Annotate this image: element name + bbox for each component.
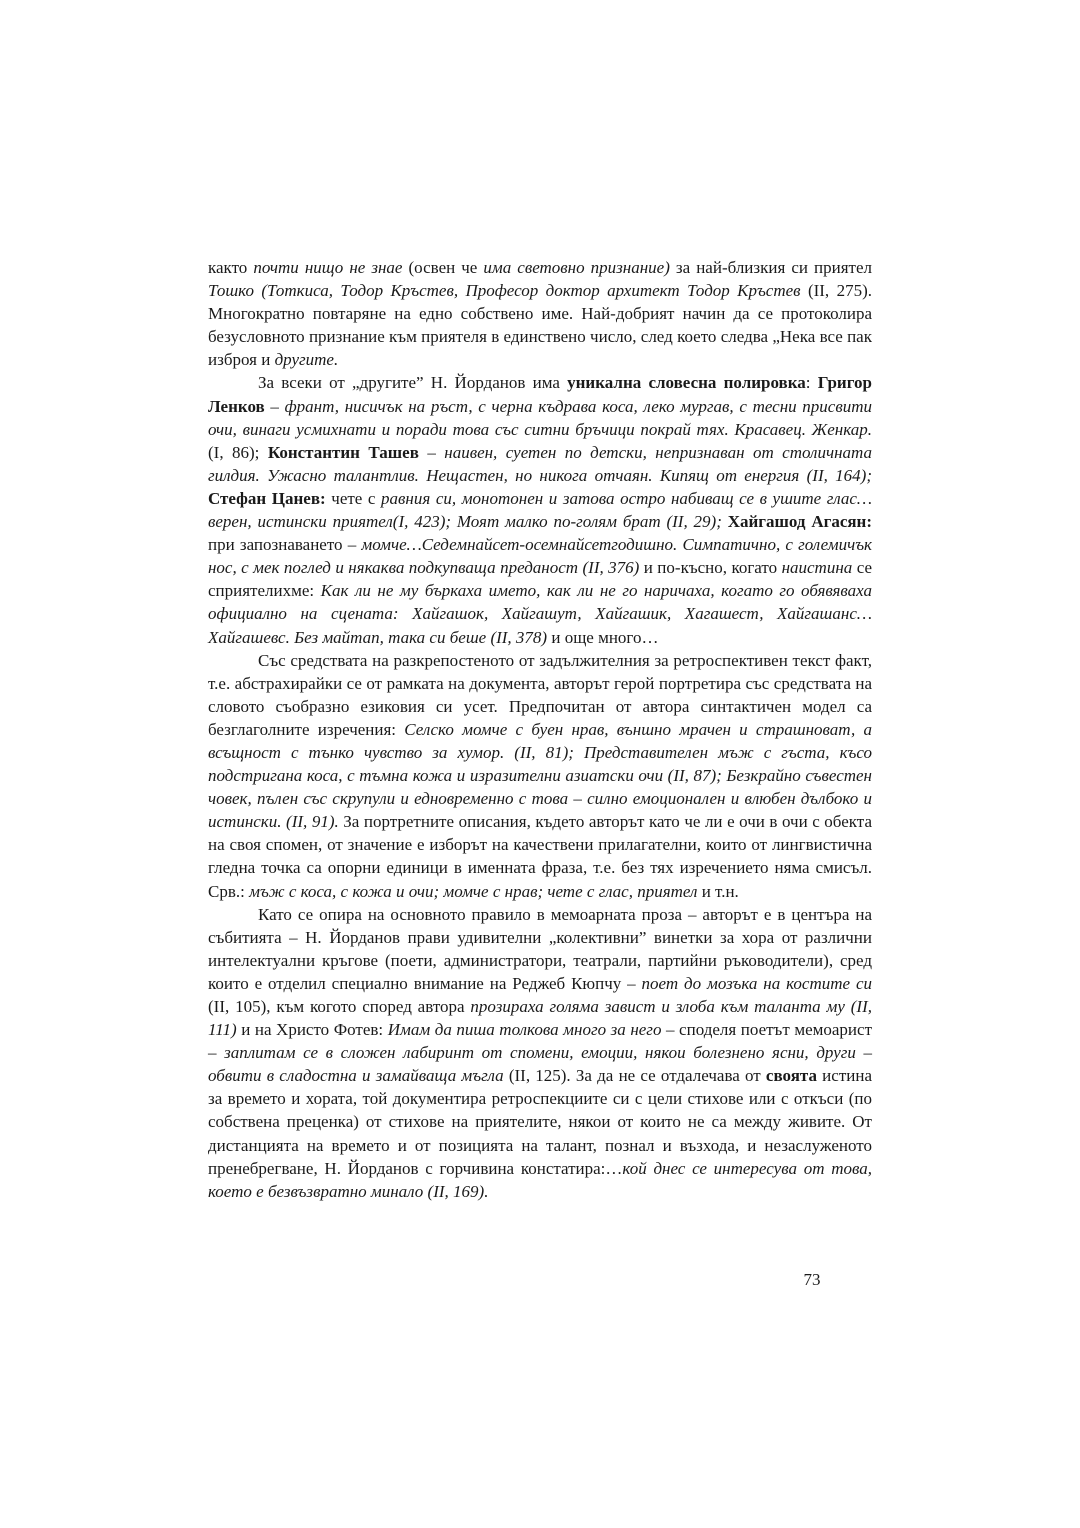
text-run: (II, 275). Многократно повтаряне на едно собствено име. Най-добрият начин да се протоколира безусловното признание към приятеля в единствено число, след което следва „Нека все пак изброя и	[208, 281, 872, 370]
italic-text-run: почти нищо не знае	[253, 258, 403, 277]
paragraph-3	[208, 649, 872, 903]
paragraph-2	[208, 371, 872, 648]
text-run: и още много…	[547, 627, 659, 647]
text-run: (I, 86);	[208, 442, 268, 462]
italic-text-run: заплитам се в сложен лабиринт от спомени, емоции, някои болезнено ясни, други – обвити в сладостна и замайваща мъгла	[208, 1043, 873, 1086]
text-run: (II, 105), към когото според автора	[208, 997, 471, 1016]
text-run: –	[418, 442, 445, 462]
bold-text-run: Григор Ленков	[208, 373, 872, 416]
italic-text-run: наистина	[781, 558, 853, 578]
italic-text-run: прозираха голяма завист и злоба към таланта му (II, 111)	[208, 997, 872, 1040]
italic-text-run: наивен, суетен по детски, непризнаван от столичната гилдия. Ужасно талантлив. Нещастен, но никога отчаян. Кипящ от енергия (II, 164);	[208, 442, 872, 485]
text-run: за най-близкия си приятел	[669, 258, 872, 277]
text-run: и по-късно, когато	[639, 558, 782, 578]
text-run: и на Христо Фотев:	[236, 1020, 388, 1040]
text-run: За портретните описания, където авторът като че ли е очи в очи с обекта на своя спомен, от значение е изборът на качествени прилагателни, които от лингвистична гледна точка са опорни единици в именната фраза, т.е. без тях изречението няма смисъл. Срв.:	[208, 812, 872, 901]
text-run: истина за времето и хората, той документира ретроспекциите си с цели стихове или с откъси (по собствена преценка) от стихове на приятелите, някои от които не са между живите. От дистанцията на времето и от позицията на талант, познал и възхода, и незаслуженото пренебрегване, Н. Йорданов с горчивина констатира:…	[208, 1066, 872, 1178]
text-run: при запознаването –	[208, 535, 362, 555]
bold-text-run: уникална словесна полировка	[567, 373, 806, 393]
bold-text-run: Константин Ташев	[267, 442, 419, 462]
italic-text-run: другите.	[274, 350, 339, 370]
italic-text-run: франт, нисичък на ръст, с черна къдрава коса, леко мургав, с тесни присвити очи, винаги усмихнати и поради това със ситни бръчици покрай тях. Красавец. Женкар.	[208, 396, 873, 439]
text-run: – споделя поетът мемоарист –	[208, 1020, 872, 1063]
text-run: –	[264, 396, 285, 416]
text-run: се сприятелихме:	[208, 558, 872, 601]
italic-text-run: Имам да пиша толкова много за него	[387, 1020, 662, 1040]
paragraph-4	[208, 903, 872, 1203]
bold-text-run: Хайгашод Агасян:	[727, 512, 873, 532]
italic-text-run: има световно признание)	[483, 258, 670, 277]
italic-text-run: Как ли не му бъркаха името, как ли не го наричаха, когато го обявяваха официално на сцената: Хайгашок, Хайгашут, Хайгашик, Хагашест, Хайгашанс…Хайгашевс. Без майтап, така си беше (II, 378)	[208, 581, 872, 647]
bold-text-run: Стефан Цанев:	[208, 488, 326, 508]
page-number: 73	[803, 1270, 821, 1289]
text-run: както	[208, 258, 254, 277]
italic-text-run: кой днес се интересува от това, което е безвъзвратно минало (II, 169).	[208, 1158, 873, 1201]
text-run: Със средствата на разкрепостеното от задължителния за ретроспективен текст факт, т.е. абстрахирайки се от рамката на документа, авторът герой портретира със средствата на словото съобразно езиковия си усет. Предпочитан от автора синтактичен модел са безглаголните изречения:	[208, 650, 872, 739]
text-run: Като се опира на основното правило в мемоарната проза – авторът е в центъра на събитията – Н. Йорданов прави удивителни „колективни” винетки за хора от различни интелектуални кръгове (поети, администратори, театрали, партийни ръководители), сред които е отделил специално внимание на Реджеб Кюпчу –	[208, 904, 872, 993]
page-body-text	[208, 256, 872, 1203]
italic-text-run: поет до мозъка на костите си	[641, 973, 873, 993]
text-run: За всеки от „другите” Н. Йорданов има	[258, 373, 568, 393]
text-run: :	[805, 373, 818, 393]
text-run: (освен че	[402, 258, 484, 277]
bold-text-run: своята	[765, 1066, 817, 1086]
italic-text-run: Тошко (Тоткиса, Тодор Кръстев, Професор доктор архитект Тодор Кръстев	[208, 281, 801, 301]
text-run: и т.н.	[697, 881, 739, 901]
italic-text-run: равния си, монотонен и затова остро набиващ се в ушите глас…верен, истински приятел(I, 423); Моят малко по-голям брат (II, 29);	[208, 488, 872, 532]
italic-text-run: Селско момче с буен нрав, външно мрачен и страшноват, а всъщност с тънко чувство за хумор. (II, 81); Представителен мъж с гъста, късо подстригана коса, с тъмна кожа и изразителни азиатски очи (II, 87); Безкрайно съвестен човек, пълен със скрупули и едновременно с това – силно емоционален и влюбен дълбоко и истински. (II, 91).	[208, 719, 872, 832]
italic-text-run: момче…Седемнайсет-осемнайсетгодишно. Симпатично, с големичък нос, с мек поглед и някаква подкупваща преданост (II, 376)	[208, 535, 872, 578]
text-run: чете с	[325, 488, 382, 508]
italic-text-run: мъж с коса, с кожа и очи; момче с нрав; чете с глас, приятел	[249, 881, 698, 901]
paragraph-1	[208, 256, 872, 371]
text-run: (II, 125). За да не се отдалечава от	[503, 1066, 766, 1086]
